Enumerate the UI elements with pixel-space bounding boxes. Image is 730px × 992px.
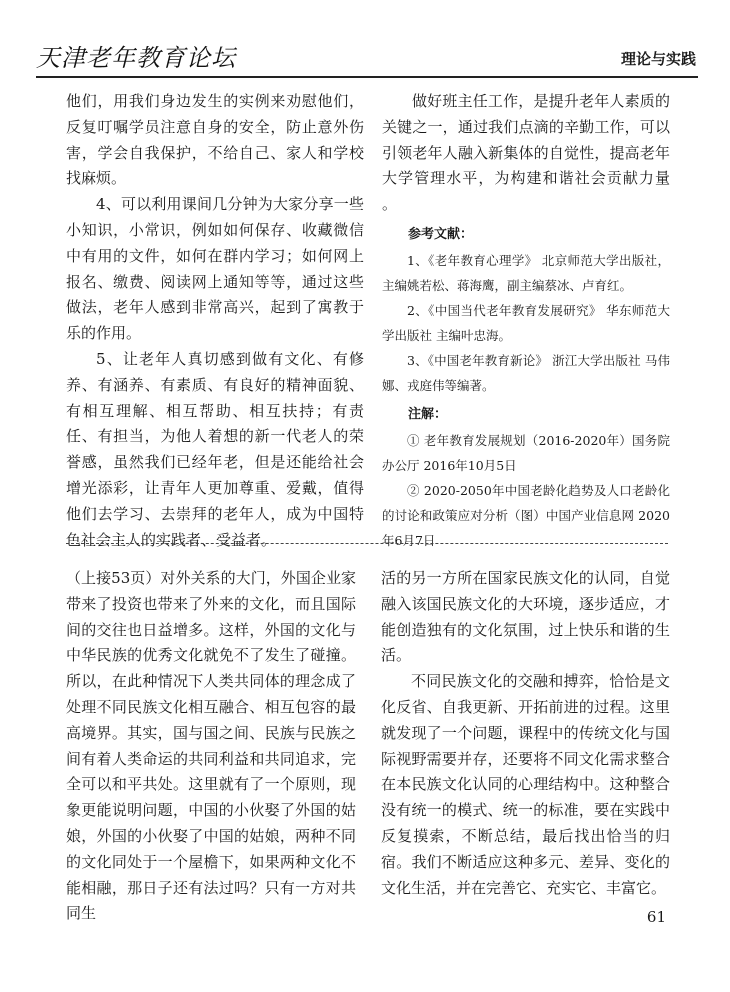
notes-title: 注解： xyxy=(408,406,448,422)
paragraph: 活的另一方所在国家民族文化的认同，自觉融入该国民族文化的大环境，逐步适应，才能创造独有的文化氛围，过上快乐和谐的生活。 xyxy=(381,569,670,665)
section-divider xyxy=(66,543,668,544)
top-left-column xyxy=(66,89,364,553)
section-label: 理论与实践 xyxy=(620,50,696,68)
page-header xyxy=(36,36,696,76)
bottom-left-column xyxy=(66,566,356,927)
references-title: 参考文献： xyxy=(408,226,474,242)
top-right-column xyxy=(382,89,670,553)
note-item: ① 老年教育发展规划（2016-2020年）国务院办公厅 2016年10月5日 xyxy=(382,432,670,473)
page-number: 61 xyxy=(646,908,666,926)
paragraph: 不同民族文化的交融和搏弈，恰恰是文化反省、自我更新、开拓前进的过程。这里就发现了一个问题，课程中的传统文化与国际视野需要并存，还要将不同文化需求整合在本民族文化认同的心理结构中。这种整合没有统一的模式、统一的标准，要在实践中反复摸索，不断总结，最后找出恰当的归宿。我们不断适应这种多元、差异、变化的文化生活，并在完善它、充实它、丰富它。 xyxy=(381,672,670,897)
paragraph: 他们，用我们身边发生的实例来劝慰他们，反复叮嘱学员注意自身的安全，防止意外伤害，学会自我保护，不给自己、家人和学校找麻烦。 xyxy=(66,92,364,188)
paragraph: 4、可以利用课间几分钟为大家分享一些小知识，小常识，例如如何保存、收藏微信中有用的文件，如何在群内学习；如何网上报名、缴费、阅读网上通知等等，通过这些做法，老年人感到非常高兴，起到了寓教于乐的作用。 xyxy=(66,195,364,343)
reference-item: 1、《老年教育心理学》 北京师范大学出版社，主编姚若松、蒋海鹰，副主编蔡冰、卢育红。 xyxy=(382,252,670,293)
bottom-right-column xyxy=(381,566,670,901)
journal-logo: 天津老年教育论坛 xyxy=(36,44,236,72)
reference-item: 2、《中国当代老年教育发展研究》 华东师范大学出版社 主编叶忠海。 xyxy=(382,302,670,343)
paragraph: （上接53页）对外关系的大门，外国企业家带来了投资也带来了外来的文化，而且国际间的交往也日益增多。这样，外国的文化与中华民族的优秀文化就免不了发生了碰撞。所以，在此种情况下人类共同体的理念成了处理不同民族文化相互融合、相互包容的最高境界。其实，国与国之间、民族与民族之间有着人类命运的共同利益和共同追求，完全可以和平共处。这里就有了一个原则，现象更能说明问题，中国的小伙娶了外国的姑娘，外国的小伙娶了中国的姑娘，两种不同的文化同处于一个屋檐下，如果两种文化不能相融，那日子还有法过吗？只有一方对共同生 xyxy=(66,569,356,923)
paragraph: 5、让老年人真切感到做有文化、有修养、有涵养、有素质、有良好的精神面貌、有相互理解、相互帮助、相互扶持；有责任、有担当，为他人着想的新一代老人的荣誉感，虽然我们已经年老，但是还能给社会增光添彩，让青年人更加尊重、爱戴，值得他们去学习、去崇拜的老年人，成为中国特色社会主人的实践者、受益者。 xyxy=(66,349,364,549)
header-rule xyxy=(36,76,698,78)
note-item: ② 2020-2050年中国老龄化趋势及人口老龄化的讨论和政策应对分析（图）中国产业信息网 2020年6月7日 xyxy=(382,482,670,548)
paragraph: 做好班主任工作，是提升老年人素质的关键之一，通过我们点滴的辛勤工作，可以引领老年人融入新集体的自觉性，提高老年大学管理水平，为构建和谐社会贡献力量 。 xyxy=(382,92,670,214)
reference-item: 3、《中国老年教育新论》 浙江大学出版社 马伟娜、戎庭伟等编著。 xyxy=(382,352,670,393)
